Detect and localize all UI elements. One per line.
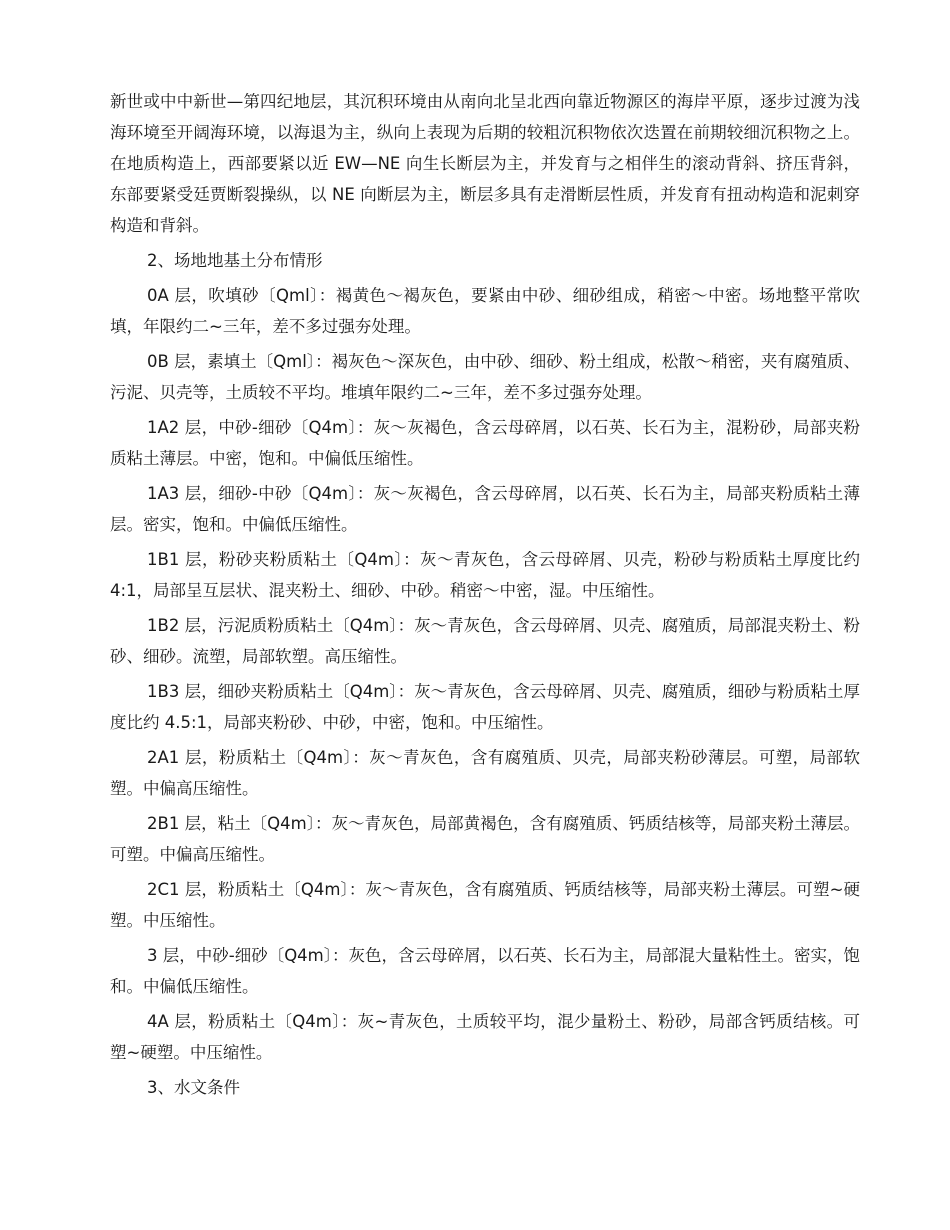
layer-paragraph-2b1: 2B1 层，粘土〔Q4m〕：灰～青灰色，局部黄褐色，含有腐殖质、钙质结核等，局部夹粉土薄层。可塑。中偏高压缩性。 [110,814,860,864]
document-body [110,86,860,1107]
layer-paragraph-1a2: 1A2 层，中砂-细砂〔Q4m〕：灰～灰褐色，含云母碎屑，以石英、长石为主，混粉砂，局部夹粉质粘土薄层。中密，饱和。中偏低压缩性。 [110,418,860,468]
layer-paragraph-2a1: 2A1 层，粉质粘土〔Q4m〕：灰～青灰色，含有腐殖质、贝壳，局部夹粉砂薄层。可塑，局部软塑。中偏高压缩性。 [110,748,860,798]
layer-paragraph-0a: 0A 层，吹填砂〔Qml〕：褐黄色～褐灰色，要紧由中砂、细砂组成，稍密～中密。场地整平常吹填，年限约二~三年，差不多过强夯处理。 [110,286,860,336]
layer-paragraph-1b1: 1B1 层，粉砂夹粉质粘土〔Q4m〕：灰～青灰色，含云母碎屑、贝壳，粉砂与粉质粘土厚度比约 4:1，局部呈互层状、混夹粉土、细砂、中砂。稍密～中密，湿。中压缩性。 [110,550,860,600]
section-heading-site-soil: 2、场地地基土分布情形 [147,251,323,270]
layer-paragraph-1b2: 1B2 层，污泥质粉质粘土〔Q4m〕：灰～青灰色，含云母碎屑、贝壳、腐殖质，局部混夹粉土、粉砂、细砂。流塑，局部软塑。高压缩性。 [110,616,860,666]
layer-paragraph-1a3: 1A3 层，细砂-中砂〔Q4m〕：灰～灰褐色，含云母碎屑，以石英、长石为主，局部夹粉质粘土薄层。密实，饱和。中偏低压缩性。 [110,484,860,534]
layer-paragraph-3: 3 层，中砂-细砂〔Q4m〕：灰色，含云母碎屑，以石英、长石为主，局部混大量粘性土。密实，饱和。中偏低压缩性。 [110,946,861,996]
layer-paragraph-0b: 0B 层，素填土〔Qml〕：褐灰色～深灰色，由中砂、细砂、粉土组成，松散～稍密，夹有腐殖质、污泥、贝壳等，土质较不平均。堆填年限约二~三年，差不多过强夯处理。 [110,352,860,402]
intro-paragraph: 新世或中中新世—第四纪地层，其沉积环境由从南向北呈北西向靠近物源区的海岸平原，逐步过渡为浅海环境至开阔海环境，以海退为主，纵向上表现为后期的较粗沉积物依次迭置在前期较细沉积物之上。在地质构造上，西部要紧以近 EW—NE 向生长断层为主，并发育与之相伴生的滚动背斜、挤压背斜，东部要紧受廷贾断裂操纵，以 NE 向断层为主，断层多具有走滑断层性质，并发育有扭动构造和泥刺穿构造和背斜。 [110,92,860,235]
layer-paragraph-2c1: 2C1 层，粉质粘土〔Q4m〕：灰～青灰色，含有腐殖质、钙质结核等，局部夹粉土薄层。可塑~硬塑。中压缩性。 [110,880,860,930]
layer-paragraph-4a: 4A 层，粉质粘土〔Q4m〕：灰~青灰色，土质较平均，混少量粉土、粉砂，局部含钙质结核。可塑~硬塑。中压缩性。 [110,1012,860,1062]
section-heading-hydrology: 3、水文条件 [147,1078,240,1097]
layer-paragraph-1b3: 1B3 层，细砂夹粉质粘土〔Q4m〕：灰～青灰色，含云母碎屑、贝壳、腐殖质，细砂与粉质粘土厚度比约 4.5:1，局部夹粉砂、中砂，中密，饱和。中压缩性。 [110,682,860,732]
